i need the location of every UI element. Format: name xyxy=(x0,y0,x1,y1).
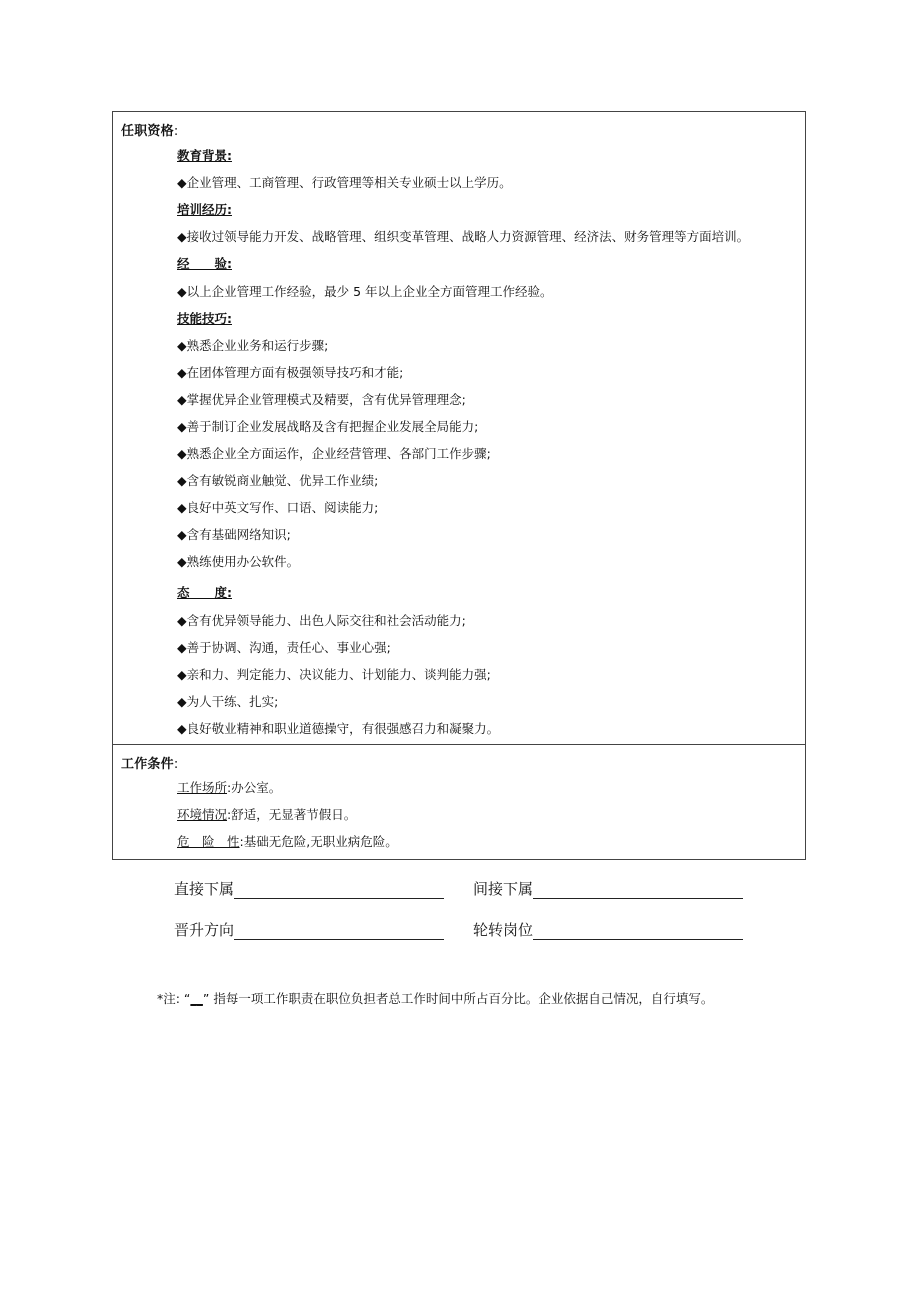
condition-environment-value: :舒适，无显著节假日。 xyxy=(227,807,357,822)
attitude-label: 态 度: xyxy=(177,585,232,600)
condition-place-value: :办公室。 xyxy=(227,780,282,795)
conditions-section xyxy=(112,744,806,860)
rotation-field xyxy=(473,920,743,940)
experience-label: 经 验: xyxy=(177,256,232,271)
experience-item: ◆以上企业管理工作经验，最少 5 年以上企业全方面管理工作经验。 xyxy=(177,284,553,299)
education-item: ◆企业管理、工商管理、行政管理等相关专业硕士以上学历。 xyxy=(177,175,512,190)
footnote-mark: __ xyxy=(190,991,203,1006)
attitude-item: ◆良好敬业精神和职业道德操守，有很强感召力和凝聚力。 xyxy=(177,721,500,736)
attitude-item: ◆亲和力、判定能力、决议能力、计划能力、谈判能力强; xyxy=(177,667,491,682)
conditions-heading: 工作条件: xyxy=(121,757,179,772)
training-item: ◆接收过领导能力开发、战略管理、组织变革管理、战略人力资源管理、经济法、财务管理等方面培训。 xyxy=(177,229,750,244)
condition-risk xyxy=(177,834,398,850)
condition-environment xyxy=(177,807,356,823)
condition-environment-label: 环境情况 xyxy=(177,807,228,822)
direct-subordinate-label: 直接下属 xyxy=(174,880,235,898)
promotion-label: 晋升方向 xyxy=(174,921,235,939)
indirect-subordinate-label: 间接下属 xyxy=(473,880,534,898)
qualifications-section xyxy=(112,111,806,745)
condition-risk-value: :基础无危险,无职业病危险。 xyxy=(239,834,398,849)
skills-item: ◆善于制订企业发展战略及含有把握企业发展全局能力; xyxy=(177,419,479,434)
skills-item: ◆在团体管理方面有极强领导技巧和才能; xyxy=(177,365,404,380)
qualifications-heading: 任职资格: xyxy=(121,124,179,139)
condition-risk-label: 危 险 性 xyxy=(177,834,240,849)
skills-item: ◆掌握优异企业管理模式及精要，含有优异管理理念; xyxy=(177,392,466,407)
skills-item: ◆良好中英文写作、口语、阅读能力; xyxy=(177,500,379,515)
skills-item: ◆熟练使用办公软件。 xyxy=(177,554,300,569)
attitude-item: ◆含有优异领导能力、出色人际交往和社会活动能力; xyxy=(177,613,466,628)
skills-item: ◆熟悉企业全方面运作，企业经营管理、各部门工作步骤; xyxy=(177,446,491,461)
attitude-item: ◆为人干练、扎实; xyxy=(177,694,279,709)
rotation-blank[interactable] xyxy=(533,923,743,940)
education-label: 教育背景: xyxy=(177,148,232,163)
training-label: 培训经历: xyxy=(177,202,232,217)
skills-label: 技能技巧: xyxy=(177,311,232,326)
footnote: *注: “__” 指每一项工作职责在职位负担者总工作时间中所占百分比。企业依据自己情况，自行填写。 xyxy=(157,991,714,1006)
attitude-item: ◆善于协调、沟通，责任心、事业心强; xyxy=(177,640,391,655)
indirect-subordinate-field xyxy=(473,879,743,899)
direct-subordinate-field xyxy=(174,879,444,899)
skills-item: ◆含有基础网络知识; xyxy=(177,527,291,542)
promotion-field xyxy=(174,920,444,940)
direct-subordinate-blank[interactable] xyxy=(234,882,444,899)
promotion-blank[interactable] xyxy=(234,923,444,940)
rotation-label: 轮转岗位 xyxy=(473,921,534,939)
condition-place xyxy=(177,780,281,796)
skills-item: ◆熟悉企业业务和运行步骤; xyxy=(177,338,329,353)
skills-item: ◆含有敏锐商业触觉、优异工作业绩; xyxy=(177,473,379,488)
condition-place-label: 工作场所 xyxy=(177,780,228,795)
indirect-subordinate-blank[interactable] xyxy=(533,882,743,899)
